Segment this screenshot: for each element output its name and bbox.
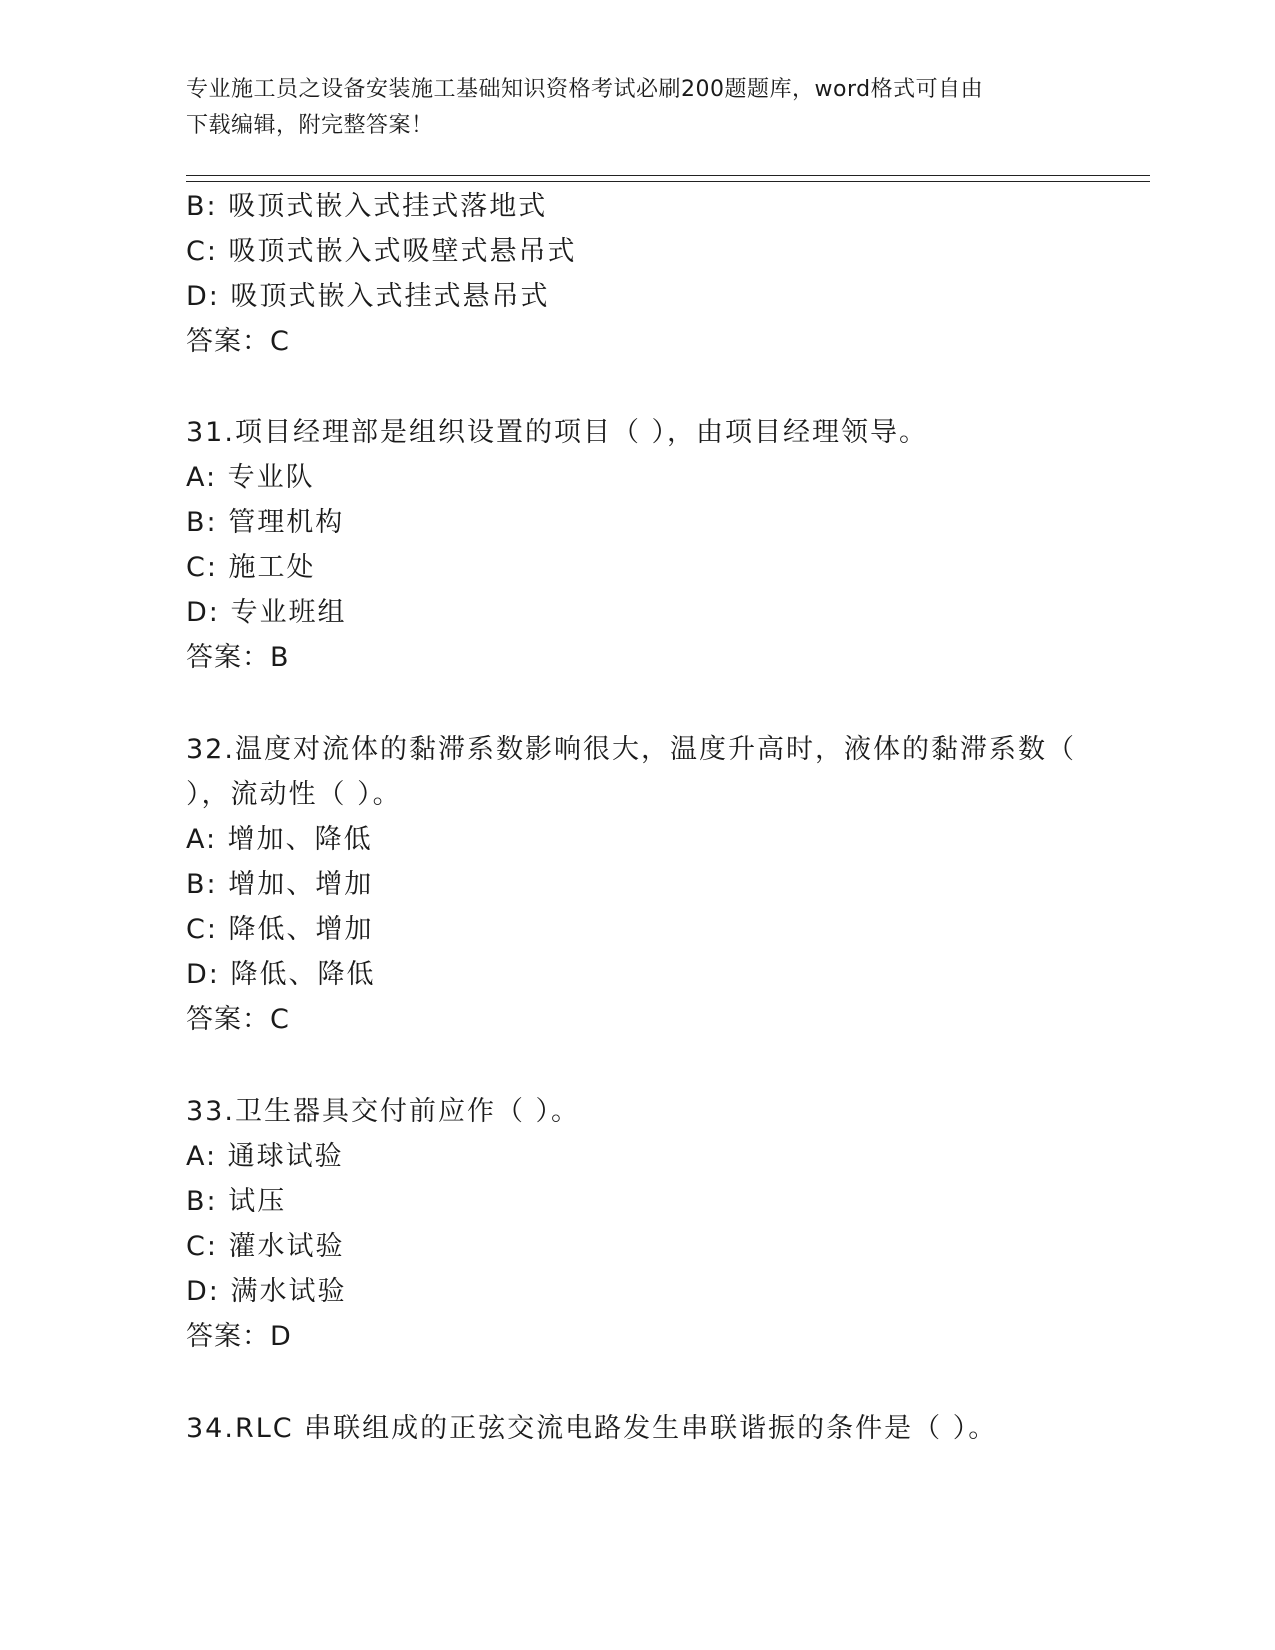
q32-stem-line-2: ），流动性（ ）。 (186, 779, 402, 810)
q33-option-b: B: 试压 (186, 1186, 287, 1217)
q32-stem-line-1: 32.温度对流体的黏滞系数影响很大，温度升高时，液体的黏滞系数（ (186, 734, 1076, 765)
q30-option-c: C: 吸顶式嵌入式吸壁式悬吊式 (186, 236, 577, 267)
q31-option-b: B: 管理机构 (186, 507, 345, 538)
q30-option-d: D: 吸顶式嵌入式挂式悬吊式 (186, 281, 550, 312)
q31-option-a: A: 专业队 (186, 462, 315, 493)
q32-option-c: C: 降低、增加 (186, 914, 374, 945)
header-line-1: 专业施工员之设备安装施工基础知识资格考试必刷200题题库，word格式可自由 (186, 77, 984, 102)
document-header (186, 72, 1066, 144)
q33-option-c: C: 灌水试验 (186, 1231, 345, 1262)
q30-option-b: B: 吸顶式嵌入式挂式落地式 (186, 191, 548, 222)
q33-option-a: A: 通球试验 (186, 1141, 344, 1172)
q30-answer: 答案：C (186, 326, 290, 357)
header-rule-bottom (186, 181, 1150, 182)
q33-stem: 33.卫生器具交付前应作（ ）。 (186, 1096, 581, 1127)
q31-option-d: D: 专业班组 (186, 597, 347, 628)
q33-answer: 答案：D (186, 1321, 292, 1352)
q32-option-d: D: 降低、降低 (186, 959, 376, 990)
q34-stem: 34.RLC 串联组成的正弦交流电路发生串联谐振的条件是（ ）。 (186, 1413, 998, 1444)
q32-option-a: A: 增加、降低 (186, 824, 373, 855)
q32-option-b: B: 增加、增加 (186, 869, 374, 900)
q31-option-c: C: 施工处 (186, 552, 316, 583)
q31-answer: 答案：B (186, 642, 290, 673)
q33-option-d: D: 满水试验 (186, 1276, 347, 1307)
q31-stem: 31.项目经理部是组织设置的项目（ ），由项目经理领导。 (186, 417, 929, 448)
header-rule-top (186, 175, 1150, 176)
header-line-2: 下载编辑，附完整答案！ (186, 113, 434, 138)
q32-answer: 答案：C (186, 1004, 290, 1035)
